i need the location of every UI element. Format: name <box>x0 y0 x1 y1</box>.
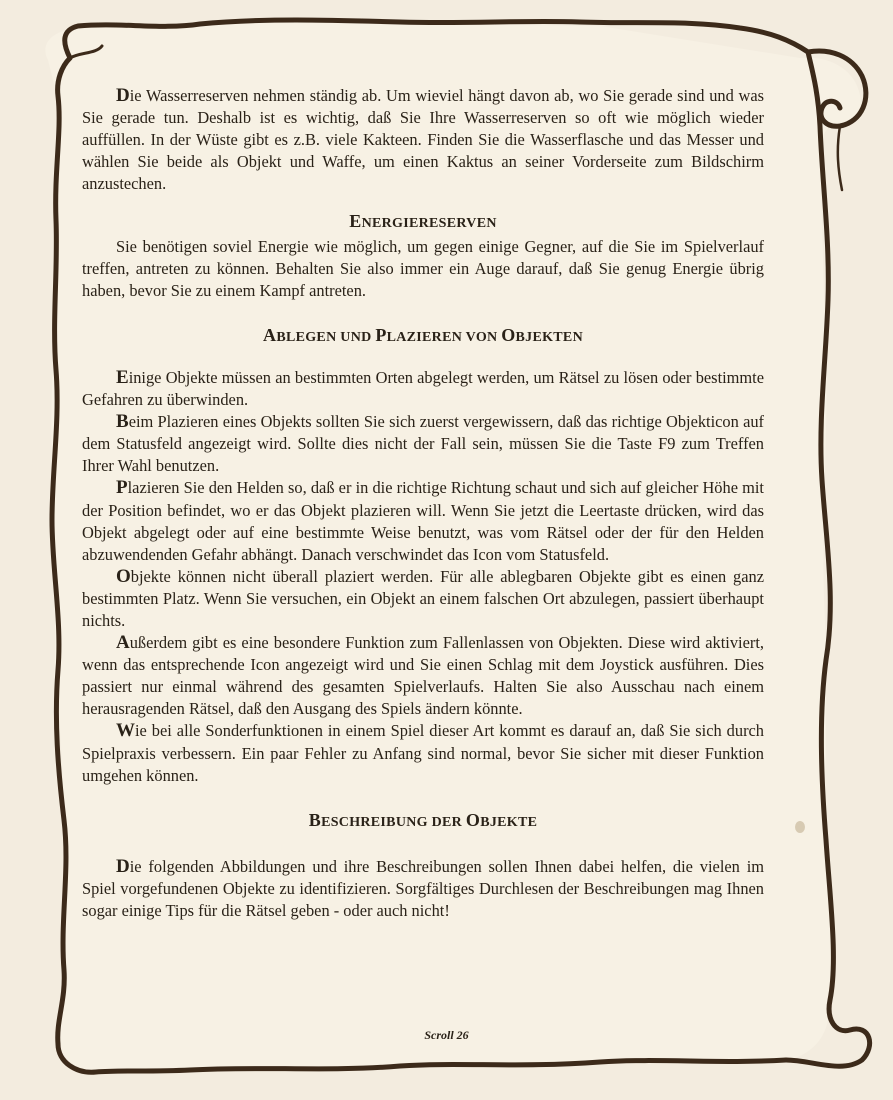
beschreibung-paragraph: Die folgenden Abbildungen und ihre Beschreibungen sollen Ihnen dabei helfen, die vielen im Spiel vorgefundenen Objekte zu identifizieren. Sorgfältiges Durchlesen der Beschreibungen mag Ihnen sogar einige Tips für die Rätsel geben - oder auch nicht! <box>82 855 764 920</box>
water-paragraph <box>82 85 764 195</box>
paper-stain <box>795 821 805 833</box>
page-footer: Scroll 26 <box>424 1028 469 1042</box>
paragraph-text: Sie benötigen soviel Energie wie möglich, um gegen einige Gegner, auf die Sie im Spielverlauf treffen, antreten zu können. Behalten Sie also immer ein Auge darauf, daß Sie genug Energie übrig haben, bevor Sie zu einem Kampf antreten. <box>82 236 764 300</box>
ablegen-paragraph-1: Einige Objekte müssen an bestimmten Orten abgelegt werden, um Rätsel zu lösen oder bestimmte Gefahren zu überwinden. <box>82 366 764 410</box>
ablegen-paragraph-5: Außerdem gibt es eine besondere Funktion zum Fallenlassen von Objekten. Diese wird aktiviert, wenn das entsprechende Icon angezeigt wird und Sie einen Schlag mit dem Joystick ausführen. Dies passiert nur einmal während des gesamten Spielverlaufs. Halten Sie also Ausschau nach einem herausragenden Rätsel, daß den Ausgang des Spiels ändern könnte. <box>82 632 764 719</box>
dropcap: D <box>116 85 130 106</box>
heading-energiereserven: ENERGIERESERVEN <box>349 211 497 232</box>
paragraph-text: ie Wasserreserven nehmen ständig ab. Um wieviel hängt davon ab, wo Sie gerade sind und was Sie gerade tun. Deshalb ist es wichtig, daß Sie Ihre Wasserreserven so oft wie möglich wieder auffüllen. In der Wüste gibt es z.B. viele Kakteen. Finden Sie die Wasserflasche und das Messer und wählen Sie beide als Objekt und Waffe, um einen Kaktus an seiner Vorderseite zum Bildschirm anzustechen. <box>82 86 764 194</box>
ablegen-paragraph-3: Plazieren Sie den Helden so, daß er in die richtige Richtung schaut und sich auf gleicher Höhe mit der Position befindet, wo er das Objekt plazieren will. Wenn Sie jetzt die Leertaste drücken, wird das Objekt abgelegt oder auf eine bestimmte Weise benutzt, was vom Rätsel oder der für den Helden abzuwendenden Gefahr abhängt. Danach verschwindet das Icon vom Statusfeld. <box>82 477 764 564</box>
heading-beschreibung-objekte: BESCHREIBUNG DER OBJEKTE <box>308 809 538 830</box>
ablegen-paragraph-4: Objekte können nicht überall plaziert werden. Für alle ablegbaren Objekte gibt es einen ganz bestimmten Platz. Wenn Sie versuchen, ein Objekt an einem falschen Ort abzulegen, passiert überhaupt nichts. <box>82 565 764 630</box>
heading-ablegen-plazieren: ABLEGEN UND PLAZIEREN VON OBJEKTEN <box>263 324 583 345</box>
page-content <box>82 76 764 922</box>
energy-paragraph <box>82 236 764 302</box>
scroll-right-roll <box>838 126 842 190</box>
ablegen-paragraph-6: Wie bei alle Sonderfunktionen in einem Spiel dieser Art kommt es darauf an, daß Sie sich durch Spielpraxis verbessern. Ein paar Fehler zu Anfang sind normal, bevor Sie sicher mit dieser Funktion umgehen können. <box>82 720 764 785</box>
ablegen-paragraph-2: Beim Plazieren eines Objekts sollten Sie sich zuerst vergewissern, daß das richtige Objekticon auf dem Statusfeld angezeigt wird. Sollte dies nicht der Fall sein, müssen Sie die Taste F9 zum Treffen Ihrer Wahl benutzen. <box>82 411 764 476</box>
